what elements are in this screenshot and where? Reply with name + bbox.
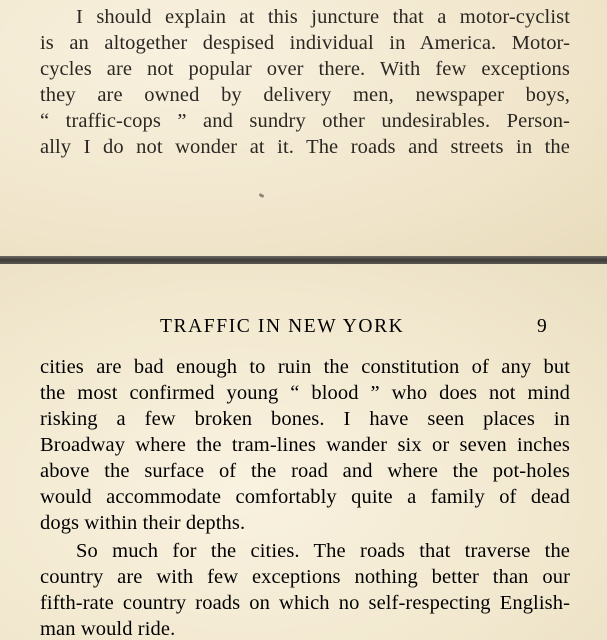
page-divider: [0, 256, 607, 264]
top-page: [0, 0, 607, 256]
text-line: cycles are not popular over there. With few exceptions: [40, 58, 570, 80]
text-line: risking a few broken bones. I have seen places in: [40, 408, 570, 430]
text-line: ally I do not wonder at it. The roads and streets in the: [40, 136, 570, 158]
text-line: above the surface of the road and where the pot-holes: [40, 460, 570, 482]
text-line: dogs within their depths.: [40, 512, 246, 534]
text-line: fifth-rate country roads on which no self-respecting English-: [40, 592, 570, 614]
text-line: is an altogether despised individual in America. Motor-: [40, 32, 570, 54]
text-line: would accommodate comfortably quite a family of dead: [40, 486, 570, 508]
text-line: they are owned by delivery men, newspaper boys,: [40, 84, 570, 106]
text-line: the most confirmed young “ blood ” who does not mind: [40, 382, 570, 404]
text-line: “ traffic-cops ” and sundry other undesirables. Person-: [40, 110, 570, 132]
text-line: man would ride.: [40, 618, 176, 640]
text-line: So much for the cities. The roads that traverse the: [76, 540, 570, 562]
text-line: cities are bad enough to ruin the constitution of any but: [40, 356, 570, 378]
running-head: TRAFFIC IN NEW YORK: [160, 316, 405, 337]
text-line: I should explain at this juncture that a motor-cyclist: [76, 6, 570, 28]
text-line: country are with few exceptions nothing better than our: [40, 566, 570, 588]
ink-speck: [259, 193, 265, 198]
text-line: Broadway where the tram-lines wander six or seven inches: [40, 434, 570, 456]
page-number: 9: [537, 316, 547, 337]
